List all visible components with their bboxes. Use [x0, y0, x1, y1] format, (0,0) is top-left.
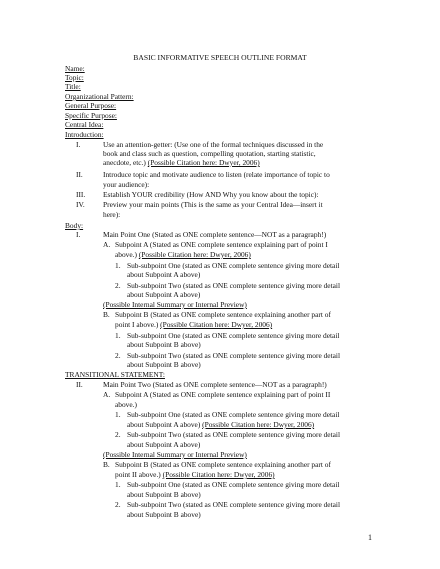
subsubpoint-number: 2.	[115, 281, 121, 290]
subsubpoint-text: about Subpoint A above)	[127, 440, 201, 449]
subsubpoint-number: 1.	[115, 410, 121, 419]
subsubpoint-text: Sub-subpoint Two (stated as ONE complete sentence giving more detail	[127, 351, 341, 360]
topic-field: Topic:	[65, 73, 84, 82]
general-purpose-field: General Purpose:	[65, 101, 117, 110]
subpoint-text: Subpoint A (Stated as ONE complete sentence explaining part of point I	[115, 240, 328, 249]
name-field: Name:	[65, 64, 85, 73]
subpoint-text: Subpoint B (Stated as ONE complete sentence explaining another part of	[115, 310, 331, 319]
intro-item-text: Preview your main points (This is the same as your Central Idea—insert it	[103, 200, 323, 209]
subsubpoint-number: 2.	[115, 430, 121, 439]
subsubpoint-text: about Subpoint A above)	[127, 290, 201, 299]
subsubpoint-text: Sub-subpoint Two (stated as ONE complete sentence giving more detail	[127, 430, 341, 439]
body-heading: Body:	[65, 221, 84, 230]
subpoint-letter: A.	[103, 390, 111, 399]
main-point-number: II.	[76, 380, 83, 389]
subpoint-text: Subpoint B (Stated as ONE complete sentence explaining another part of	[115, 460, 331, 469]
subsubpoint-text: about Subpoint B above)	[127, 360, 201, 369]
subsubpoint-text: Sub-subpoint Two (stated as ONE complete sentence giving more detail	[127, 281, 341, 290]
internal-preview: (Possible Internal Summary or Internal Preview)	[103, 300, 247, 309]
intro-item-text: your audience):	[103, 180, 150, 189]
subsubpoint-text: Sub-subpoint Two (stated as ONE complete sentence giving more detail	[127, 500, 341, 509]
subsubpoint-text: about Subpoint B above)	[127, 490, 201, 499]
subsubpoint-number: 2.	[115, 351, 121, 360]
subsubpoint-number: 1.	[115, 480, 121, 489]
subsubpoint-text: Sub-subpoint One (stated as ONE complete sentence giving more detail	[127, 261, 340, 270]
subsubpoint-number: 1.	[115, 331, 121, 340]
citation: (Possible Citation here: Dwyer, 2006)	[147, 158, 260, 167]
intro-item-text: Establish YOUR credibility (How AND Why you know about the topic):	[103, 190, 319, 199]
intro-item-number: III.	[76, 190, 86, 199]
main-point-text: Main Point One (Stated as ONE complete sentence—NOT as a paragraph!)	[103, 230, 327, 239]
specific-purpose-field: Specific Purpose:	[65, 111, 117, 120]
main-point-text: Main Point Two (Stated as ONE complete sentence—NOT as a paragraph!)	[103, 380, 327, 389]
subpoint-text: point I above.) (Possible Citation here: Dwyer, 2006)	[115, 320, 273, 329]
subpoint-letter: A.	[103, 240, 111, 249]
subsubpoint-number: 1.	[115, 261, 121, 270]
central-idea-field: Central Idea:	[65, 120, 104, 129]
subpoint-text: Subpoint A (Stated as ONE complete sentence explaining part of point II	[115, 390, 331, 399]
intro-item-text: anecdote, etc.) (Possible Citation here: Dwyer, 2006)	[103, 158, 260, 167]
citation: (Possible Citation here: Dwyer, 2006)	[160, 320, 273, 329]
subsubpoint-text: about Subpoint B above)	[127, 510, 201, 519]
intro-item-text: Use an attention-getter: (Use one of the formal techniques discussed in the	[103, 140, 324, 149]
main-point-number: I.	[76, 230, 81, 239]
subsubpoint-text: Sub-subpoint One (stated as ONE complete sentence giving more detail	[127, 410, 340, 419]
title-field: Title:	[65, 82, 81, 91]
citation: (Possible Citation here: Dwyer, 2006)	[162, 470, 275, 479]
transitional-statement: TRANSITIONAL STATEMENT:	[65, 370, 165, 379]
subpoint-letter: B.	[103, 460, 110, 469]
subpoint-letter: B.	[103, 310, 110, 319]
subsubpoint-number: 2.	[115, 500, 121, 509]
intro-item-number: IV.	[76, 200, 85, 209]
introduction-heading: Introduction:	[65, 130, 104, 139]
subpoint-text: point II above.) (Possible Citation here: Dwyer, 2006)	[115, 470, 275, 479]
subsubpoint-text: about Subpoint B above)	[127, 340, 201, 349]
subsubpoint-text: about Subpoint A above) (Possible Citation here: Dwyer, 2006)	[127, 420, 315, 429]
document-title: BASIC INFORMATIVE SPEECH OUTLINE FORMAT	[133, 53, 307, 62]
intro-item-number: II.	[76, 170, 83, 179]
page-number: 1	[368, 533, 372, 542]
subsubpoint-text: Sub-subpoint One (stated as ONE complete sentence giving more detail	[127, 480, 340, 489]
intro-item-number: I.	[76, 140, 81, 149]
subsubpoint-text: Sub-subpoint One (stated as ONE complete sentence giving more detail	[127, 331, 340, 340]
subpoint-text: above.) (Possible Citation here: Dwyer, 2006)	[115, 250, 251, 259]
citation: (Possible Citation here: Dwyer, 2006)	[138, 250, 251, 259]
intro-item-text: here):	[103, 210, 121, 219]
intro-item-text: Introduce topic and motivate audience to listen (relate importance of topic to	[103, 170, 330, 179]
subsubpoint-text: about Subpoint A above)	[127, 270, 201, 279]
pattern-field: Organizational Pattern:	[65, 92, 134, 101]
citation: (Possible Citation here: Dwyer, 2006)	[202, 420, 315, 429]
subpoint-text: above.)	[115, 400, 137, 409]
intro-item-text: book and class such as question, compelling quotation, starting statistic,	[103, 149, 316, 158]
internal-preview: (Possible Internal Summary or Internal Preview)	[103, 450, 247, 459]
